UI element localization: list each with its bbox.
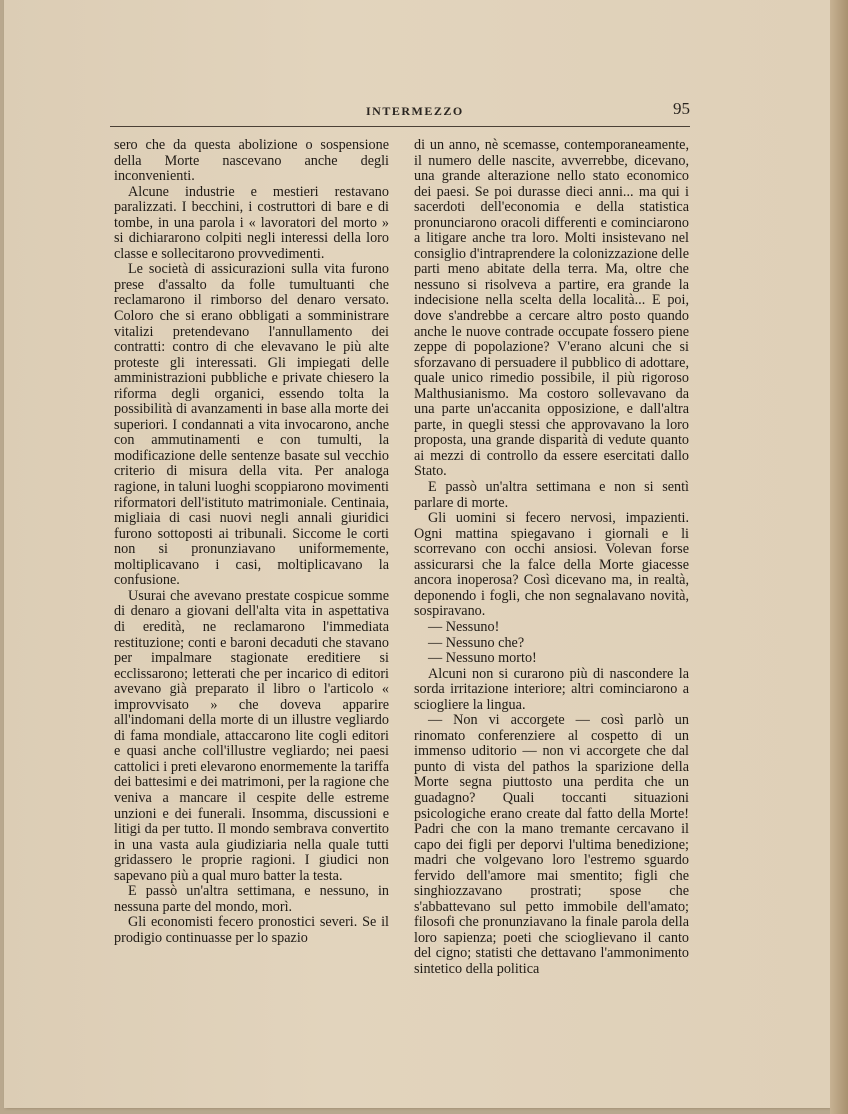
paragraph: E passò un'altra settimana e non si sentì parlare di morte. (414, 479, 689, 511)
dialogue-line: — Nessuno che? (428, 634, 525, 651)
right-column (414, 138, 689, 978)
dialogue-line: — Nessuno! (428, 618, 500, 635)
page-header (366, 101, 690, 121)
paragraph: di un anno, nè scemasse, contemporaneamente, il numero delle nascite, avverrebbe, dicevano, una grande alterazione nello stato economico dei paesi. Se poi durasse dieci anni... ma qui i sacerdoti dell'economia e della statistica pronunciarono oracoli differenti e cominciarono a litigare anche tra loro. Molti insistevano nel consiglio d'intraprendere la colonizzazione delle parti meno abitate della terra. Ma, oltre che nessuno si risolveva a partire, era grande la indecisione nella scelta della località... E poi, dove s'andrebbe a cercare altro posto quando anche le nuove contrade occupate fossero piene zeppe di popolazione? V'erano alcuni che si sforzavano di persuadere il pubblico di adottare, quale unico rimedio possibile, il più rigoroso Malthusianismo. Ma costoro sollevavano da una parte un'accanita opposizione, e dall'altra parte, in quegli stessi che approvavano la loro proposta, una grande disparità di vedute quanto ai mezzi di controllo da essere esercitati dallo Stato. (414, 137, 689, 480)
page-edge (830, 0, 848, 1114)
left-column (114, 138, 389, 946)
paragraph: — Non vi accorgete — così parlò un rinomato conferenziere al cospetto di un immenso uditorio — non vi accorgete che dal punto di vista del pathos la sparizione della Morte segna piuttosto una perdita che un guadagno? Quali toccanti situazioni psicologiche erano create dal fatto della Morte! Padri che con la mano tremante cercavano il capo dei figli per deporvi l'ultima benedizione; madri che volgevano loro l'estremo sguardo fervido dell'amore mai smentito; figli che singhiozzavano prostrati; spose che s'abbattevano sul petto immobile dell'amato; filosofi che pronunziavano la finale parola della loro sapienza; poeti che scioglievano il canto del cigno; statisti che dettavano l'ammonimento sintetico della politica (414, 712, 689, 977)
paragraph: Gli economisti fecero pronostici severi. Se il prodigio continuasse per lo spazio (114, 914, 389, 946)
dialogue-line: — Nessuno morto! (428, 650, 537, 667)
running-title: INTERMEZZO (366, 104, 464, 118)
header-rule (110, 126, 690, 127)
paragraph: Alcuni non si curarono più di nascondere la sorda irritazione interiore; altri cominciarono a sciogliere la lingua. (414, 665, 689, 713)
paragraph: Gli uomini si fecero nervosi, impazienti. Ogni mattina spiegavano i giornali e li scorrevano con occhi ansiosi. Volevan forse assicurarsi che la falce della Morte giacesse ancora inoperosa? Così dicevano ma, in realtà, deponendo i fogli, che non segnalavano novità, sospiravano. (414, 510, 689, 620)
paragraph: sero che da questa abolizione o sospensione della Morte nascevano anche degli inconvenienti. (114, 137, 389, 185)
paragraph: Usurai che avevano prestate cospicue somme di denaro a giovani dell'alta vita in aspettativa di eredità, ne reclamarono l'immediata restituzione; conti e baroni decaduti che stavano per impalmare stagionate ereditiere si ecclissarono; letterati che per incarico di editori avevano già preparato il libro o l'articolo « improvvisato » che doveva apparire all'indomani della morte di un illustre vegliardo di fama mondiale, attaccarono lite cogli editori e quasi anche coll'illustre vegliardo; nei paesi cattolici i preti elevarono enormemente la tariffa dei battesimi e dei matrimoni, per la ragione che veniva a mancare il cespite delle estreme unzioni e dei funerali. Insomma, discussioni e litigi da per tutto. Il mondo sembrava convertito in una vasta aula giudiziaria nella quale tutti gridassero le proprie ragioni. I giudici non sapevano più a qual muro batter la testa. (114, 587, 389, 884)
paragraph: Alcune industrie e mestieri restavano paralizzati. I becchini, i costruttori di bare e di tombe, in una parola i « lavoratori del morto » si dichiararono colpiti negli interessi della loro classe e sollecitarono provvedimenti. (114, 183, 389, 262)
paragraph: Le società di assicurazioni sulla vita furono prese d'assalto da folle tumultuanti che reclamarono il rimborso del denaro versato. Coloro che si erano obbligati a somministrare vitalizi pretendevano l'annullamento dei contratti: contro di che elevavano le più alte proteste gli interessati. Gli impiegati delle amministrazioni pubbliche e private chiesero la riforma degli organici, essendo tolta la possibilità di avanzamenti in base alla morte dei superiori. I condannati a vita invocarono, anche con ammutinamenti e con tumulti, la modificazione delle sentenze basate sul vecchio criterio di misura della vita. Per analoga ragione, in taluni luoghi scoppiarono movimenti riformatori dell'istituto matrimoniale. Centinaia, migliaia di casi nuovi negli annali giuridici furono sottoposti ai tribunali. Siccome le corti non si pronunziavano uniformemente, moltiplicavano i casi, moltiplicavano la confusione. (114, 261, 389, 589)
paragraph: E passò un'altra settimana, e nessuno, in nessuna parte del mondo, morì. (114, 883, 389, 915)
page-number: 95 (673, 99, 690, 118)
